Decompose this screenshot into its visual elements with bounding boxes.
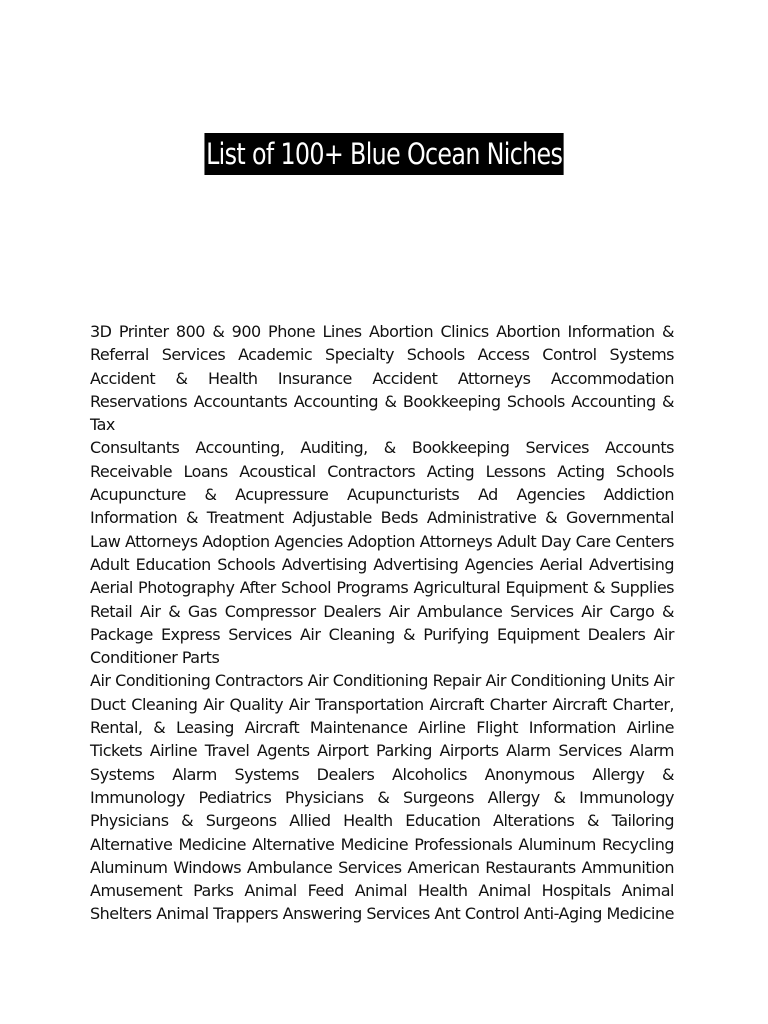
niche-paragraph-2: Consultants Accounting, Auditing, & Bookkeeping Services Accounts Receivable Loans Acoustical Contractors Acting Lessons Acting Schools Acupuncture & Acupressure Acupuncturists Ad Agencies Addiction Information & Treatment Adjustable Beds Administrative & Governmental Law Attorneys Adoption Agencies Adoption Attorneys Adult Day Care Centers Adult Education Schools Advertising Advertising Agencies Aerial Advertising Aerial Photography After School Programs Agricultural Equipment & Supplies Retail Air & Gas Compressor Dealers Air Ambulance Services Air Cargo & Package Express Services Air Cleaning & Purifying Equipment Dealers Air Conditioner Parts (90, 438, 674, 668)
title-container (0, 133, 768, 175)
niche-paragraph-3: Air Conditioning Contractors Air Conditioning Repair Air Conditioning Units Air Duct Cleaning Air Quality Air Transportation Aircraft Charter Aircraft Charter, Rental, & Leasing Aircraft Maintenance Airline Flight Information Airline Tickets Airline Travel Agents Airport Parking Airports Alarm Services Alarm Systems Alarm Systems Dealers Alcoholics Anonymous Allergy & Immunology Pediatrics Physicians & Surgeons Allergy & Immunology Physicians & Surgeons Allied Health Education Alterations & Tailoring Alternative Medicine Alternative Medicine Professionals Aluminum Recycling Aluminum Windows Ambulance Services American Restaurants Ammunition Amusement Parks Animal Feed Animal Health Animal Hospitals Animal Shelters Animal Trappers Answering Services Ant Control Anti-Aging Medicine (90, 671, 674, 924)
niche-list-body (90, 320, 674, 926)
niche-paragraph-1: 3D Printer 800 & 900 Phone Lines Abortion Clinics Abortion Information & Referral Services Academic Specialty Schools Access Control Systems Accident & Health Insurance Accident Attorneys Accommodation Reservations Accountants Accounting & Bookkeeping Schools Accounting & Tax (90, 322, 674, 435)
document-title: List of 100+ Blue Ocean Niches (204, 133, 563, 175)
